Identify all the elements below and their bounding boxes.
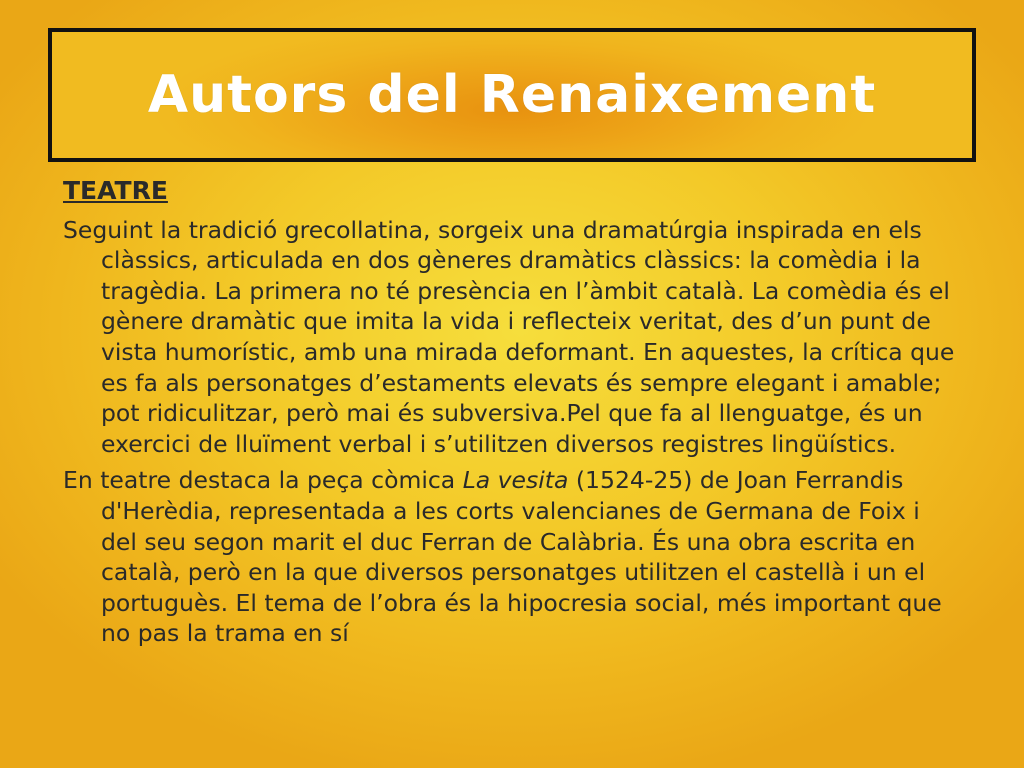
slide-content xyxy=(63,176,963,655)
paragraph-comedy-description: Seguint la tradició grecollatina, sorgeix una dramatúrgia inspirada en els clàssics, articulada en dos gèneres dramàtics clàssics: la comèdia i la tragèdia. La primera no té presència en l’àmbit català. La comèdia és el gènere dramàtic que imita la vida i reflecteix veritat, des d’un punt de vista humorístic, amb una mirada deformant. En aquestes, la crítica que es fa als personatges d’estaments elevats és sempre elegant i amable; pot ridiculitzar, però mai és subversiva.Pel que fa al llenguatge, és un exercici de lluïment verbal i s’utilitzen diversos registres lingüístics. xyxy=(63,215,955,458)
section-heading: TEATRE xyxy=(63,176,168,205)
paragraph-la-vesita-intro: En teatre destaca la peça còmica xyxy=(63,466,463,495)
work-title: La vesita xyxy=(462,466,569,495)
paragraph-la-vesita xyxy=(63,465,963,649)
paragraph-la-vesita-rest: (1524-25) de Joan Ferrandis d'Herèdia, representada a les corts valencianes de Germana de Foix i del seu segon marit el duc Ferran de Calàbria. És una obra escrita en català, però en la que diversos personatges utilitzen el castellà i un el portuguès. El tema de l’obra és la hipocresia social, més important que no pas la trama en sí xyxy=(101,466,942,648)
title-box xyxy=(48,28,976,162)
slide-title: Autors del Renaixement xyxy=(147,65,877,125)
